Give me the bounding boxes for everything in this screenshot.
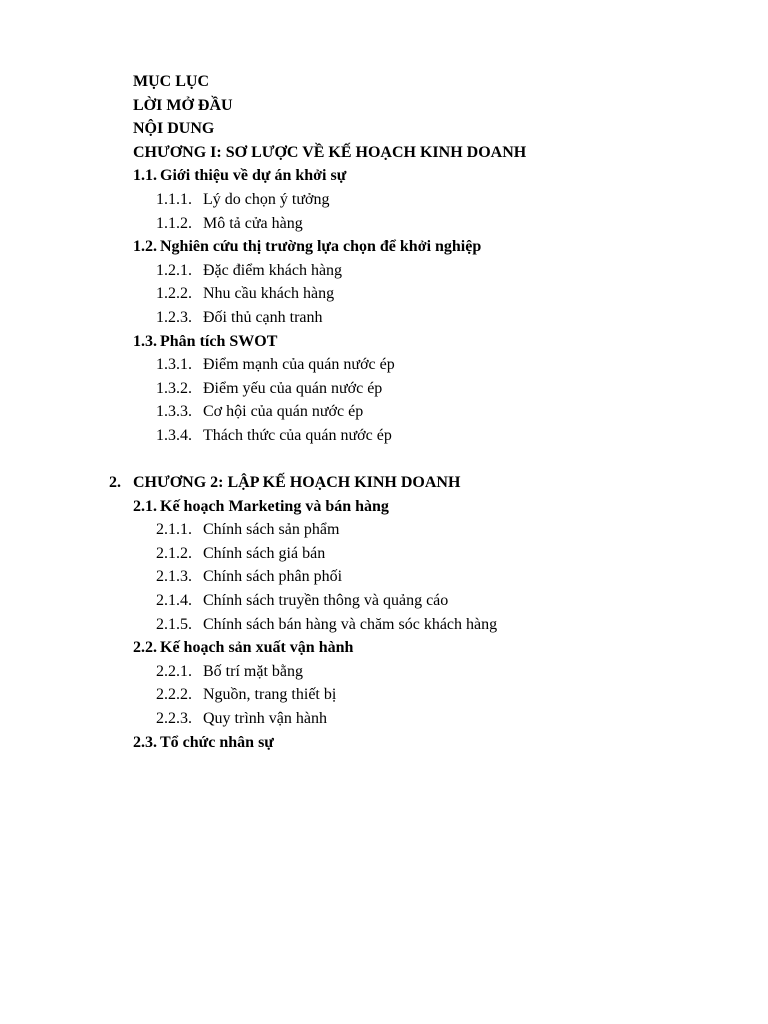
toc-subsection-number: 1.3.2. bbox=[156, 379, 192, 397]
toc-section-number: 2.1. bbox=[133, 497, 157, 515]
toc-chapter-number: 2. bbox=[109, 474, 121, 492]
toc-section-title: Kế hoạch sản xuất vận hành bbox=[160, 639, 354, 657]
toc-subsection-title: Đối thủ cạnh tranh bbox=[203, 308, 323, 326]
toc-subsection bbox=[0, 377, 768, 401]
toc-subsection-number: 1.1.1. bbox=[156, 190, 192, 208]
toc-section-title: Phân tích SWOT bbox=[160, 332, 278, 350]
toc-subsection bbox=[0, 400, 768, 424]
toc-section-number: 2.2. bbox=[133, 639, 157, 657]
toc-subsection bbox=[0, 683, 768, 707]
toc-section bbox=[0, 164, 768, 188]
toc-section-title: Giới thiệu về dự án khởi sự bbox=[160, 167, 347, 185]
toc-section-title: Kế hoạch Marketing và bán hàng bbox=[160, 497, 389, 515]
toc-subsection-number: 2.1.1. bbox=[156, 521, 192, 539]
toc-subsection-title: Thách thức của quán nước ép bbox=[203, 426, 392, 444]
toc-section bbox=[0, 330, 768, 354]
toc-section bbox=[0, 636, 768, 660]
toc-subsection-number: 1.3.4. bbox=[156, 426, 192, 444]
toc-section-title: Nghiên cứu thị trường lựa chọn để khởi nghiệp bbox=[160, 238, 482, 256]
toc-section-number: 1.3. bbox=[133, 332, 157, 350]
toc-subsection bbox=[0, 212, 768, 236]
toc-subsection-title: Mô tả cửa hàng bbox=[203, 214, 303, 232]
toc-chapter-title: CHƯƠNG 2: LẬP KẾ HOẠCH KINH DOANH bbox=[133, 474, 461, 492]
toc-subsection-title: Điểm yếu của quán nước ép bbox=[203, 379, 383, 397]
toc-subsection bbox=[0, 660, 768, 684]
toc-subsection bbox=[0, 306, 768, 330]
toc-subsection-number: 1.3.3. bbox=[156, 403, 192, 421]
toc-entry-content: NỘI DUNG bbox=[133, 120, 215, 138]
toc-chapter-2 bbox=[0, 471, 768, 495]
toc-subsection-number: 2.2.3. bbox=[156, 710, 192, 728]
toc-subsection-title: Quy trình vận hành bbox=[203, 710, 327, 728]
toc-subsection bbox=[0, 565, 768, 589]
toc-subsection-title: Chính sách giá bán bbox=[203, 544, 326, 562]
toc-section-title: Tổ chức nhân sự bbox=[160, 733, 274, 751]
toc-heading: MỤC LỤC bbox=[133, 73, 209, 90]
toc-subsection-title: Chính sách truyền thông và quảng cáo bbox=[203, 592, 449, 610]
toc-subsection-title: Cơ hội của quán nước ép bbox=[203, 403, 364, 421]
toc-subsection-number: 2.1.2. bbox=[156, 544, 192, 562]
toc-subsection-number: 2.1.4. bbox=[156, 592, 192, 610]
toc-subsection-number: 2.1.5. bbox=[156, 615, 192, 633]
toc-subsection bbox=[0, 424, 768, 448]
toc-subsection bbox=[0, 259, 768, 283]
table-of-contents bbox=[0, 70, 768, 754]
toc-subsection-title: Lý do chọn ý tưởng bbox=[203, 190, 330, 208]
toc-section bbox=[0, 235, 768, 259]
toc-subsection-title: Điểm mạnh của quán nước ép bbox=[203, 356, 395, 374]
toc-subsection-number: 1.2.1. bbox=[156, 261, 192, 279]
toc-subsection-number: 1.2.2. bbox=[156, 285, 192, 303]
toc-section bbox=[0, 731, 768, 755]
toc-subsection-title: Đặc điểm khách hàng bbox=[203, 261, 343, 279]
toc-section bbox=[0, 495, 768, 519]
toc-subsection-number: 2.1.3. bbox=[156, 568, 192, 586]
toc-subsection bbox=[0, 353, 768, 377]
toc-subsection bbox=[0, 518, 768, 542]
toc-subsection-title: Chính sách sản phẩm bbox=[203, 521, 340, 539]
toc-entry-preface: LỜI MỞ ĐẦU bbox=[133, 96, 233, 114]
toc-chapter-1-title: CHƯƠNG I: SƠ LƯỢC VỀ KẾ HOẠCH KINH DOANH bbox=[133, 143, 527, 161]
toc-section-number: 2.3. bbox=[133, 733, 157, 751]
toc-subsection bbox=[0, 613, 768, 637]
toc-subsection-title: Chính sách phân phối bbox=[203, 568, 343, 586]
toc-subsection-number: 1.2.3. bbox=[156, 308, 192, 326]
toc-subsection bbox=[0, 282, 768, 306]
toc-subsection-title: Bố trí mặt bằng bbox=[203, 662, 303, 680]
toc-subsection bbox=[0, 589, 768, 613]
toc-spacer bbox=[0, 448, 768, 472]
toc-subsection bbox=[0, 542, 768, 566]
toc-section-number: 1.1. bbox=[133, 167, 157, 185]
toc-subsection-number: 1.1.2. bbox=[156, 214, 192, 232]
toc-subsection-number: 2.2.2. bbox=[156, 686, 192, 704]
toc-subsection-title: Nguồn, trang thiết bị bbox=[203, 686, 337, 704]
toc-section-number: 1.2. bbox=[133, 238, 157, 256]
toc-subsection bbox=[0, 707, 768, 731]
toc-subsection bbox=[0, 188, 768, 212]
toc-subsection-title: Nhu cầu khách hàng bbox=[203, 285, 335, 303]
toc-subsection-number: 1.3.1. bbox=[156, 356, 192, 374]
toc-subsection-title: Chính sách bán hàng và chăm sóc khách hàng bbox=[203, 615, 498, 633]
toc-subsection-number: 2.2.1. bbox=[156, 662, 192, 680]
